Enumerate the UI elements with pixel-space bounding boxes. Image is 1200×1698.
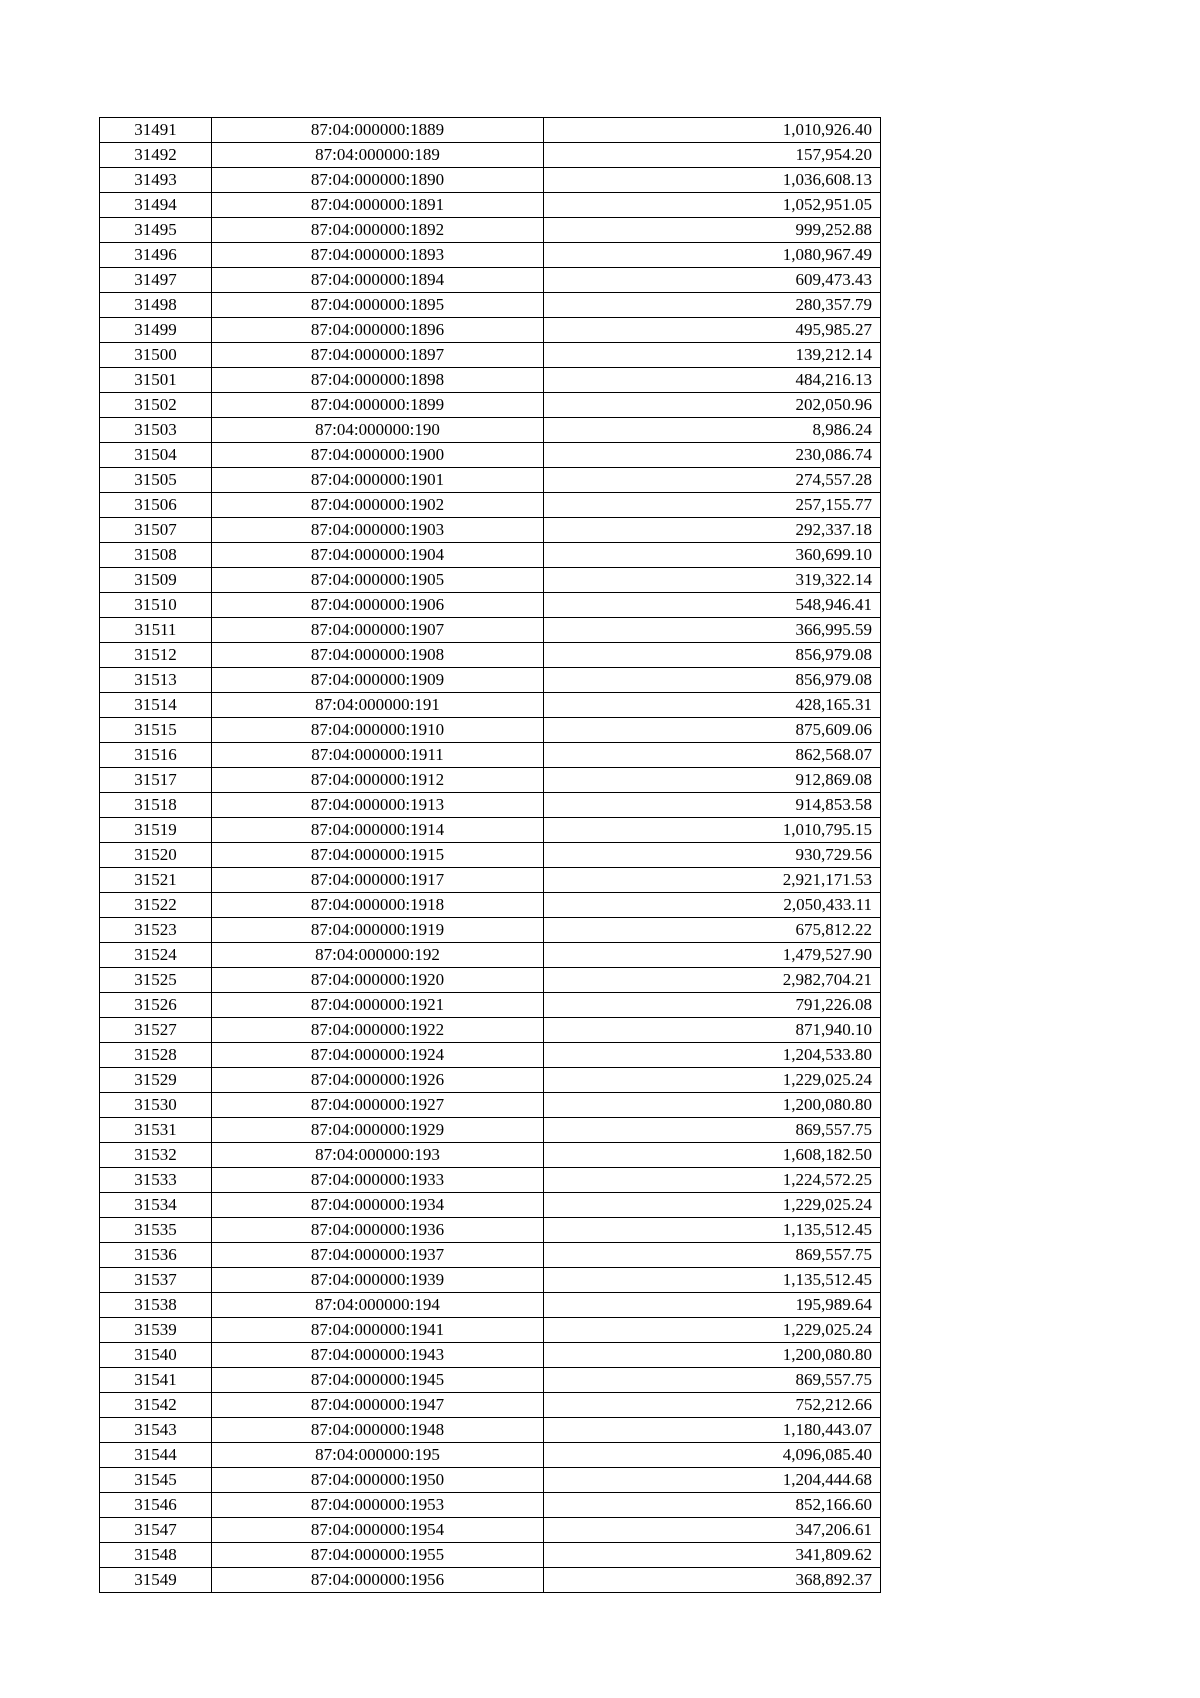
table-row	[100, 143, 881, 168]
cadastral-value-cell: 2,982,704.21	[544, 968, 881, 993]
cadastral-value-cell: 791,226.08	[544, 993, 881, 1018]
row-number-cell: 31519	[100, 818, 212, 843]
cadastral-value-cell: 875,609.06	[544, 718, 881, 743]
cadastral-number-cell: 87:04:000000:1889	[212, 118, 544, 143]
cadastral-number-cell: 87:04:000000:1920	[212, 968, 544, 993]
table-body	[100, 118, 881, 1593]
table-row	[100, 318, 881, 343]
table-row	[100, 1243, 881, 1268]
table-row	[100, 293, 881, 318]
cadastral-number-cell: 87:04:000000:1956	[212, 1568, 544, 1593]
cadastral-value-cell: 2,921,171.53	[544, 868, 881, 893]
cadastral-value-cell: 4,096,085.40	[544, 1443, 881, 1468]
table-row	[100, 368, 881, 393]
row-number-cell: 31508	[100, 543, 212, 568]
row-number-cell: 31513	[100, 668, 212, 693]
row-number-cell: 31526	[100, 993, 212, 1018]
cadastral-number-cell: 87:04:000000:1936	[212, 1218, 544, 1243]
table-row	[100, 668, 881, 693]
cadastral-value-cell: 1,224,572.25	[544, 1168, 881, 1193]
row-number-cell: 31516	[100, 743, 212, 768]
table-row	[100, 593, 881, 618]
table-row	[100, 1143, 881, 1168]
cadastral-value-cell: 280,357.79	[544, 293, 881, 318]
row-number-cell: 31525	[100, 968, 212, 993]
cadastral-number-cell: 87:04:000000:1924	[212, 1043, 544, 1068]
cadastral-value-cell: 274,557.28	[544, 468, 881, 493]
table-row	[100, 1118, 881, 1143]
cadastral-number-cell: 87:04:000000:1943	[212, 1343, 544, 1368]
row-number-cell: 31548	[100, 1543, 212, 1568]
row-number-cell: 31539	[100, 1318, 212, 1343]
table-row	[100, 193, 881, 218]
cadastral-value-cell: 8,986.24	[544, 418, 881, 443]
row-number-cell: 31529	[100, 1068, 212, 1093]
table-row	[100, 118, 881, 143]
row-number-cell: 31495	[100, 218, 212, 243]
cadastral-number-cell: 87:04:000000:1912	[212, 768, 544, 793]
table-row	[100, 1293, 881, 1318]
table-row	[100, 1193, 881, 1218]
cadastral-value-cell: 1,010,795.15	[544, 818, 881, 843]
table-row	[100, 843, 881, 868]
cadastral-number-cell: 87:04:000000:190	[212, 418, 544, 443]
row-number-cell: 31492	[100, 143, 212, 168]
table-row	[100, 768, 881, 793]
row-number-cell: 31496	[100, 243, 212, 268]
table-row	[100, 918, 881, 943]
table-row	[100, 1043, 881, 1068]
row-number-cell: 31542	[100, 1393, 212, 1418]
cadastral-value-cell: 360,699.10	[544, 543, 881, 568]
row-number-cell: 31501	[100, 368, 212, 393]
cadastral-number-cell: 87:04:000000:1909	[212, 668, 544, 693]
cadastral-number-cell: 87:04:000000:1914	[212, 818, 544, 843]
table-row	[100, 618, 881, 643]
cadastral-number-cell: 87:04:000000:1919	[212, 918, 544, 943]
cadastral-value-cell: 1,010,926.40	[544, 118, 881, 143]
cadastral-value-cell: 869,557.75	[544, 1368, 881, 1393]
cadastral-value-cell: 871,940.10	[544, 1018, 881, 1043]
table-row	[100, 1018, 881, 1043]
cadastral-value-cell: 852,166.60	[544, 1493, 881, 1518]
table-row	[100, 793, 881, 818]
cadastral-number-cell: 87:04:000000:1895	[212, 293, 544, 318]
cadastral-number-cell: 87:04:000000:194	[212, 1293, 544, 1318]
cadastral-value-cell: 2,050,433.11	[544, 893, 881, 918]
cadastral-value-cell: 319,322.14	[544, 568, 881, 593]
row-number-cell: 31493	[100, 168, 212, 193]
cadastral-number-cell: 87:04:000000:189	[212, 143, 544, 168]
table-row	[100, 1543, 881, 1568]
cadastral-value-cell: 1,204,533.80	[544, 1043, 881, 1068]
cadastral-value-cell: 347,206.61	[544, 1518, 881, 1543]
row-number-cell: 31540	[100, 1343, 212, 1368]
table-row	[100, 1493, 881, 1518]
cadastral-number-cell: 87:04:000000:1948	[212, 1418, 544, 1443]
table-row	[100, 693, 881, 718]
cadastral-number-cell: 87:04:000000:1953	[212, 1493, 544, 1518]
cadastral-number-cell: 87:04:000000:1921	[212, 993, 544, 1018]
cadastral-value-cell: 1,200,080.80	[544, 1343, 881, 1368]
cadastral-value-cell: 368,892.37	[544, 1568, 881, 1593]
table-row	[100, 1318, 881, 1343]
cadastral-number-cell: 87:04:000000:1891	[212, 193, 544, 218]
row-number-cell: 31500	[100, 343, 212, 368]
row-number-cell: 31521	[100, 868, 212, 893]
cadastral-value-cell: 484,216.13	[544, 368, 881, 393]
cadastral-value-cell: 869,557.75	[544, 1243, 881, 1268]
cadastral-number-cell: 87:04:000000:1955	[212, 1543, 544, 1568]
cadastral-number-cell: 87:04:000000:1907	[212, 618, 544, 643]
row-number-cell: 31506	[100, 493, 212, 518]
cadastral-value-cell: 1,080,967.49	[544, 243, 881, 268]
row-number-cell: 31537	[100, 1268, 212, 1293]
row-number-cell: 31494	[100, 193, 212, 218]
table-row	[100, 1268, 881, 1293]
cadastral-number-cell: 87:04:000000:1950	[212, 1468, 544, 1493]
cadastral-value-cell: 341,809.62	[544, 1543, 881, 1568]
cadastral-number-cell: 87:04:000000:1947	[212, 1393, 544, 1418]
row-number-cell: 31534	[100, 1193, 212, 1218]
table-row	[100, 543, 881, 568]
row-number-cell: 31530	[100, 1093, 212, 1118]
table-row	[100, 1168, 881, 1193]
row-number-cell: 31549	[100, 1568, 212, 1593]
cadastral-number-cell: 87:04:000000:1926	[212, 1068, 544, 1093]
cadastral-number-cell: 87:04:000000:192	[212, 943, 544, 968]
row-number-cell: 31528	[100, 1043, 212, 1068]
row-number-cell: 31522	[100, 893, 212, 918]
cadastral-number-cell: 87:04:000000:1945	[212, 1368, 544, 1393]
cadastral-value-cell: 157,954.20	[544, 143, 881, 168]
row-number-cell: 31504	[100, 443, 212, 468]
table-row	[100, 393, 881, 418]
table-row	[100, 943, 881, 968]
cadastral-value-cell: 999,252.88	[544, 218, 881, 243]
row-number-cell: 31518	[100, 793, 212, 818]
cadastral-value-cell: 292,337.18	[544, 518, 881, 543]
cadastral-value-cell: 912,869.08	[544, 768, 881, 793]
cadastral-number-cell: 87:04:000000:1941	[212, 1318, 544, 1343]
table-row	[100, 1393, 881, 1418]
table-row	[100, 718, 881, 743]
row-number-cell: 31535	[100, 1218, 212, 1243]
cadastral-number-cell: 87:04:000000:1917	[212, 868, 544, 893]
cadastral-value-cell: 257,155.77	[544, 493, 881, 518]
cadastral-number-cell: 87:04:000000:1911	[212, 743, 544, 768]
row-number-cell: 31491	[100, 118, 212, 143]
table-row	[100, 1068, 881, 1093]
cadastral-value-cell: 1,608,182.50	[544, 1143, 881, 1168]
cadastral-value-cell: 752,212.66	[544, 1393, 881, 1418]
row-number-cell: 31544	[100, 1443, 212, 1468]
row-number-cell: 31503	[100, 418, 212, 443]
cadastral-number-cell: 87:04:000000:1910	[212, 718, 544, 743]
row-number-cell: 31502	[100, 393, 212, 418]
table-row	[100, 268, 881, 293]
row-number-cell: 31543	[100, 1418, 212, 1443]
cadastral-number-cell: 87:04:000000:1903	[212, 518, 544, 543]
row-number-cell: 31546	[100, 1493, 212, 1518]
cadastral-number-cell: 87:04:000000:1908	[212, 643, 544, 668]
cadastral-number-cell: 87:04:000000:1904	[212, 543, 544, 568]
table-row	[100, 993, 881, 1018]
row-number-cell: 31499	[100, 318, 212, 343]
row-number-cell: 31531	[100, 1118, 212, 1143]
cadastral-value-cell: 930,729.56	[544, 843, 881, 868]
cadastral-value-cell: 609,473.43	[544, 268, 881, 293]
cadastral-value-cell: 1,052,951.05	[544, 193, 881, 218]
row-number-cell: 31533	[100, 1168, 212, 1193]
table-row	[100, 168, 881, 193]
table-row	[100, 243, 881, 268]
row-number-cell: 31517	[100, 768, 212, 793]
table-row	[100, 1093, 881, 1118]
table-row	[100, 1218, 881, 1243]
cadastral-number-cell: 87:04:000000:1913	[212, 793, 544, 818]
cadastral-value-cell: 1,479,527.90	[544, 943, 881, 968]
table-row	[100, 643, 881, 668]
table-row	[100, 443, 881, 468]
cadastral-value-cell: 1,180,443.07	[544, 1418, 881, 1443]
cadastral-number-cell: 87:04:000000:1939	[212, 1268, 544, 1293]
table-row	[100, 1443, 881, 1468]
row-number-cell: 31532	[100, 1143, 212, 1168]
cadastral-number-cell: 87:04:000000:1900	[212, 443, 544, 468]
table-row	[100, 418, 881, 443]
row-number-cell: 31514	[100, 693, 212, 718]
row-number-cell: 31509	[100, 568, 212, 593]
cadastral-number-cell: 87:04:000000:1933	[212, 1168, 544, 1193]
cadastral-number-cell: 87:04:000000:1901	[212, 468, 544, 493]
row-number-cell: 31527	[100, 1018, 212, 1043]
cadastral-value-cell: 862,568.07	[544, 743, 881, 768]
table-row	[100, 1418, 881, 1443]
cadastral-number-cell: 87:04:000000:1899	[212, 393, 544, 418]
cadastral-number-cell: 87:04:000000:1897	[212, 343, 544, 368]
table-row	[100, 1568, 881, 1593]
cadastral-value-cell: 914,853.58	[544, 793, 881, 818]
cadastral-value-table	[99, 117, 881, 1593]
cadastral-value-cell: 366,995.59	[544, 618, 881, 643]
table-row	[100, 893, 881, 918]
cadastral-value-cell: 139,212.14	[544, 343, 881, 368]
cadastral-value-cell: 869,557.75	[544, 1118, 881, 1143]
cadastral-number-cell: 87:04:000000:193	[212, 1143, 544, 1168]
cadastral-number-cell: 87:04:000000:1905	[212, 568, 544, 593]
cadastral-value-cell: 548,946.41	[544, 593, 881, 618]
cadastral-number-cell: 87:04:000000:1915	[212, 843, 544, 868]
cadastral-number-cell: 87:04:000000:191	[212, 693, 544, 718]
cadastral-value-cell: 1,135,512.45	[544, 1218, 881, 1243]
cadastral-value-cell: 1,204,444.68	[544, 1468, 881, 1493]
table-row	[100, 493, 881, 518]
table-row	[100, 1468, 881, 1493]
cadastral-value-cell: 230,086.74	[544, 443, 881, 468]
row-number-cell: 31523	[100, 918, 212, 943]
cadastral-value-cell: 202,050.96	[544, 393, 881, 418]
cadastral-number-cell: 87:04:000000:1918	[212, 893, 544, 918]
cadastral-value-cell: 675,812.22	[544, 918, 881, 943]
table-row	[100, 743, 881, 768]
row-number-cell: 31515	[100, 718, 212, 743]
table-row	[100, 968, 881, 993]
cadastral-number-cell: 87:04:000000:1937	[212, 1243, 544, 1268]
table-row	[100, 518, 881, 543]
row-number-cell: 31505	[100, 468, 212, 493]
row-number-cell: 31497	[100, 268, 212, 293]
table-row	[100, 1368, 881, 1393]
row-number-cell: 31538	[100, 1293, 212, 1318]
row-number-cell: 31541	[100, 1368, 212, 1393]
table-row	[100, 343, 881, 368]
cadastral-number-cell: 87:04:000000:1896	[212, 318, 544, 343]
cadastral-value-cell: 195,989.64	[544, 1293, 881, 1318]
table-row	[100, 1518, 881, 1543]
row-number-cell: 31507	[100, 518, 212, 543]
row-number-cell: 31524	[100, 943, 212, 968]
row-number-cell: 31520	[100, 843, 212, 868]
table-row	[100, 868, 881, 893]
cadastral-value-cell: 1,036,608.13	[544, 168, 881, 193]
table-row	[100, 1343, 881, 1368]
cadastral-value-cell: 1,229,025.24	[544, 1318, 881, 1343]
cadastral-value-cell: 1,200,080.80	[544, 1093, 881, 1118]
cadastral-number-cell: 87:04:000000:1922	[212, 1018, 544, 1043]
cadastral-value-cell: 1,135,512.45	[544, 1268, 881, 1293]
cadastral-value-cell: 1,229,025.24	[544, 1068, 881, 1093]
cadastral-number-cell: 87:04:000000:1893	[212, 243, 544, 268]
cadastral-number-cell: 87:04:000000:1929	[212, 1118, 544, 1143]
cadastral-number-cell: 87:04:000000:1906	[212, 593, 544, 618]
cadastral-number-cell: 87:04:000000:1934	[212, 1193, 544, 1218]
cadastral-number-cell: 87:04:000000:1898	[212, 368, 544, 393]
cadastral-value-cell: 856,979.08	[544, 643, 881, 668]
cadastral-value-cell: 495,985.27	[544, 318, 881, 343]
cadastral-value-cell: 1,229,025.24	[544, 1193, 881, 1218]
cadastral-number-cell: 87:04:000000:1892	[212, 218, 544, 243]
table-row	[100, 218, 881, 243]
row-number-cell: 31511	[100, 618, 212, 643]
row-number-cell: 31547	[100, 1518, 212, 1543]
cadastral-number-cell: 87:04:000000:1890	[212, 168, 544, 193]
row-number-cell: 31512	[100, 643, 212, 668]
row-number-cell: 31545	[100, 1468, 212, 1493]
cadastral-number-cell: 87:04:000000:1894	[212, 268, 544, 293]
cadastral-number-cell: 87:04:000000:1927	[212, 1093, 544, 1118]
row-number-cell: 31498	[100, 293, 212, 318]
row-number-cell: 31536	[100, 1243, 212, 1268]
cadastral-number-cell: 87:04:000000:1902	[212, 493, 544, 518]
cadastral-value-cell: 428,165.31	[544, 693, 881, 718]
cadastral-number-cell: 87:04:000000:1954	[212, 1518, 544, 1543]
row-number-cell: 31510	[100, 593, 212, 618]
cadastral-number-cell: 87:04:000000:195	[212, 1443, 544, 1468]
cadastral-value-cell: 856,979.08	[544, 668, 881, 693]
table-row	[100, 468, 881, 493]
table-row	[100, 818, 881, 843]
table-row	[100, 568, 881, 593]
